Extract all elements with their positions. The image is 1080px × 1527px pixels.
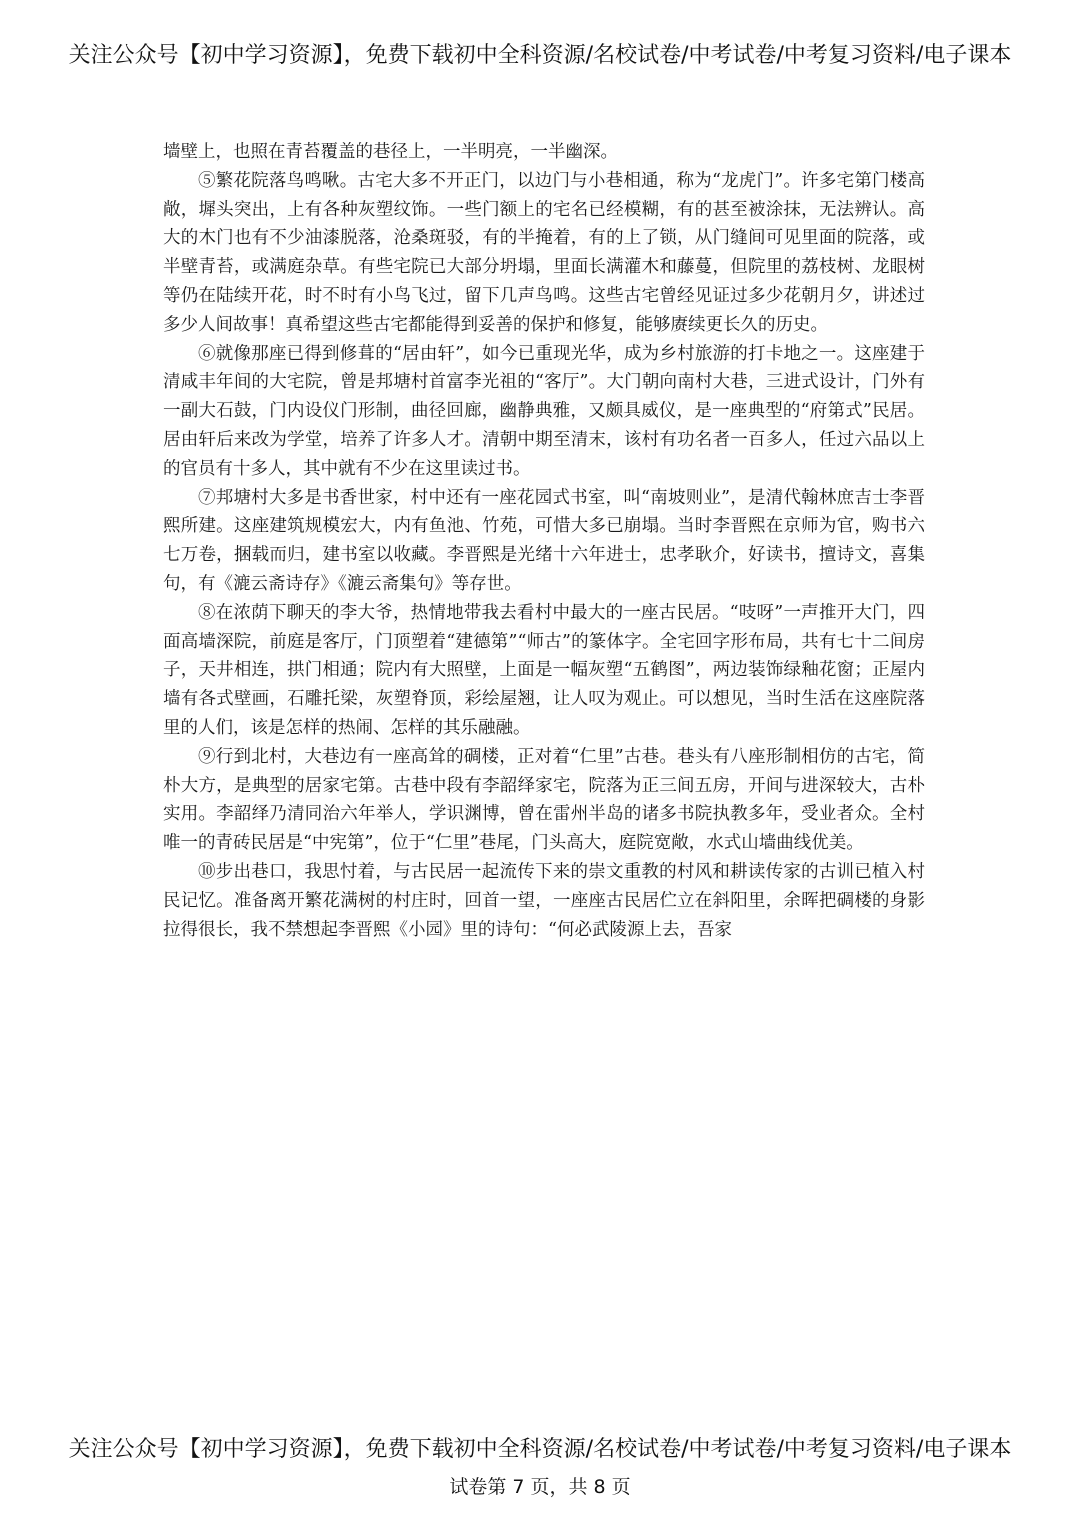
paragraph-10: ⑩步出巷口，我思忖着，与古民居一起流传下来的崇文重教的村风和耕读传家的古训已植入村民记忆。准备离开繁花满树的村庄时，回首一望，一座座古民居伫立在斜阳里，余晖把碉楼的身影拉得很长，我不禁想起李晋熙《小园》里的诗句：“何必武陵源上去，吾家 xyxy=(163,861,925,940)
paragraph-9: ⑨行到北村，大巷边有一座高耸的碉楼，正对着“仁里”古巷。巷头有八座形制相仿的古宅，简朴大方，是典型的居家宅第。古巷中段有李韶绎家宅，院落为正三间五房，开间与进深较大，古朴实用。李韶绎乃清同治六年举人，学识渊博，曾在雷州半岛的诸多书院执教多年，受业者众。全村唯一的青砖民居是“中宪第”，位于“仁里”巷尾，门头高大，庭院宽敞，水式山墙曲线优美。 xyxy=(163,746,925,854)
paragraph-7: ⑦邦塘村大多是书香世家，村中还有一座花园式书室，叫“南坡则业”，是清代翰林庶吉士李晋熙所建。这座建筑规模宏大，内有鱼池、竹苑，可惜大多已崩塌。当时李晋熙在京师为官，购书六七万卷，捆载而归，建书室以收藏。李晋熙是光绪十六年进士，忠孝耿介，好读书，擅诗文，喜集句，有《漉云斋诗存》《漉云斋集句》等存世。 xyxy=(163,487,925,594)
header-banner: 关注公众号【初中学习资源】，免费下载初中全科资源/名校试卷/中考试卷/中考复习资料/电子课本 xyxy=(68,43,1012,68)
page-number: 试卷第 7 页，共 8 页 xyxy=(449,1476,631,1498)
paragraph-6: ⑥就像那座已得到修葺的“居由轩”，如今已重现光华，成为乡村旅游的打卡地之一。这座建于清咸丰年间的大宅院，曾是邦塘村首富李光祖的“客厅”。大门朝向南村大巷，三进式设计，门外有一副大石鼓，门内设仪门形制，曲径回廊，幽静典雅，又颇具威仪，是一座典型的“府第式”民居。居由轩后来改为学堂，培养了许多人才。清朝中期至清末，该村有功名者一百多人，任过六品以上的官员有十多人，其中就有不少在这里读过书。 xyxy=(163,343,925,479)
paragraph-8: ⑧在浓荫下聊天的李大爷，热情地带我去看村中最大的一座古民居。“吱呀”一声推开大门，四面高墙深院，前庭是客厅，门顶塑着“建德第”“师古”的篆体字。全宅回字形布局，共有七十二间房子，天井相连，拱门相通；院内有大照壁，上面是一幅灰塑“五鹤图”，两边装饰绿釉花窗；正屋内墙有各式壁画，石雕托梁，灰塑脊顶，彩绘屋翘，让人叹为观止。可以想见，当时生活在这座院落里的人们，该是怎样的热闹、怎样的其乐融融。 xyxy=(163,602,925,738)
footer-banner: 关注公众号【初中学习资源】，免费下载初中全科资源/名校试卷/中考试卷/中考复习资料/电子课本 xyxy=(68,1437,1012,1462)
paragraph-continued: 墙壁上，也照在青苔覆盖的巷径上，一半明亮，一半幽深。 xyxy=(163,142,618,162)
paragraph-5: ⑤繁花院落鸟鸣啾。古宅大多不开正门，以边门与小巷相通，称为“龙虎门”。许多宅第门楼高敞，墀头突出，上有各种灰塑纹饰。一些门额上的宅名已经模糊，有的甚至被涂抹，无法辨认。高大的木门也有不少油漆脱落，沧桑斑驳，有的半掩着，有的上了锁，从门缝间可见里面的院落，或半壁青苔，或满庭杂草。有些宅院已大部分坍塌，里面长满灌木和藤蔓，但院里的荔枝树、龙眼树等仍在陆续开花，时不时有小鸟飞过，留下几声鸟鸣。这些古宅曾经见证过多少花朝月夕，讲述过多少人间故事！真希望这些古宅都能得到妥善的保护和修复，能够赓续更长久的历史。 xyxy=(163,170,925,335)
article-body xyxy=(163,138,925,944)
